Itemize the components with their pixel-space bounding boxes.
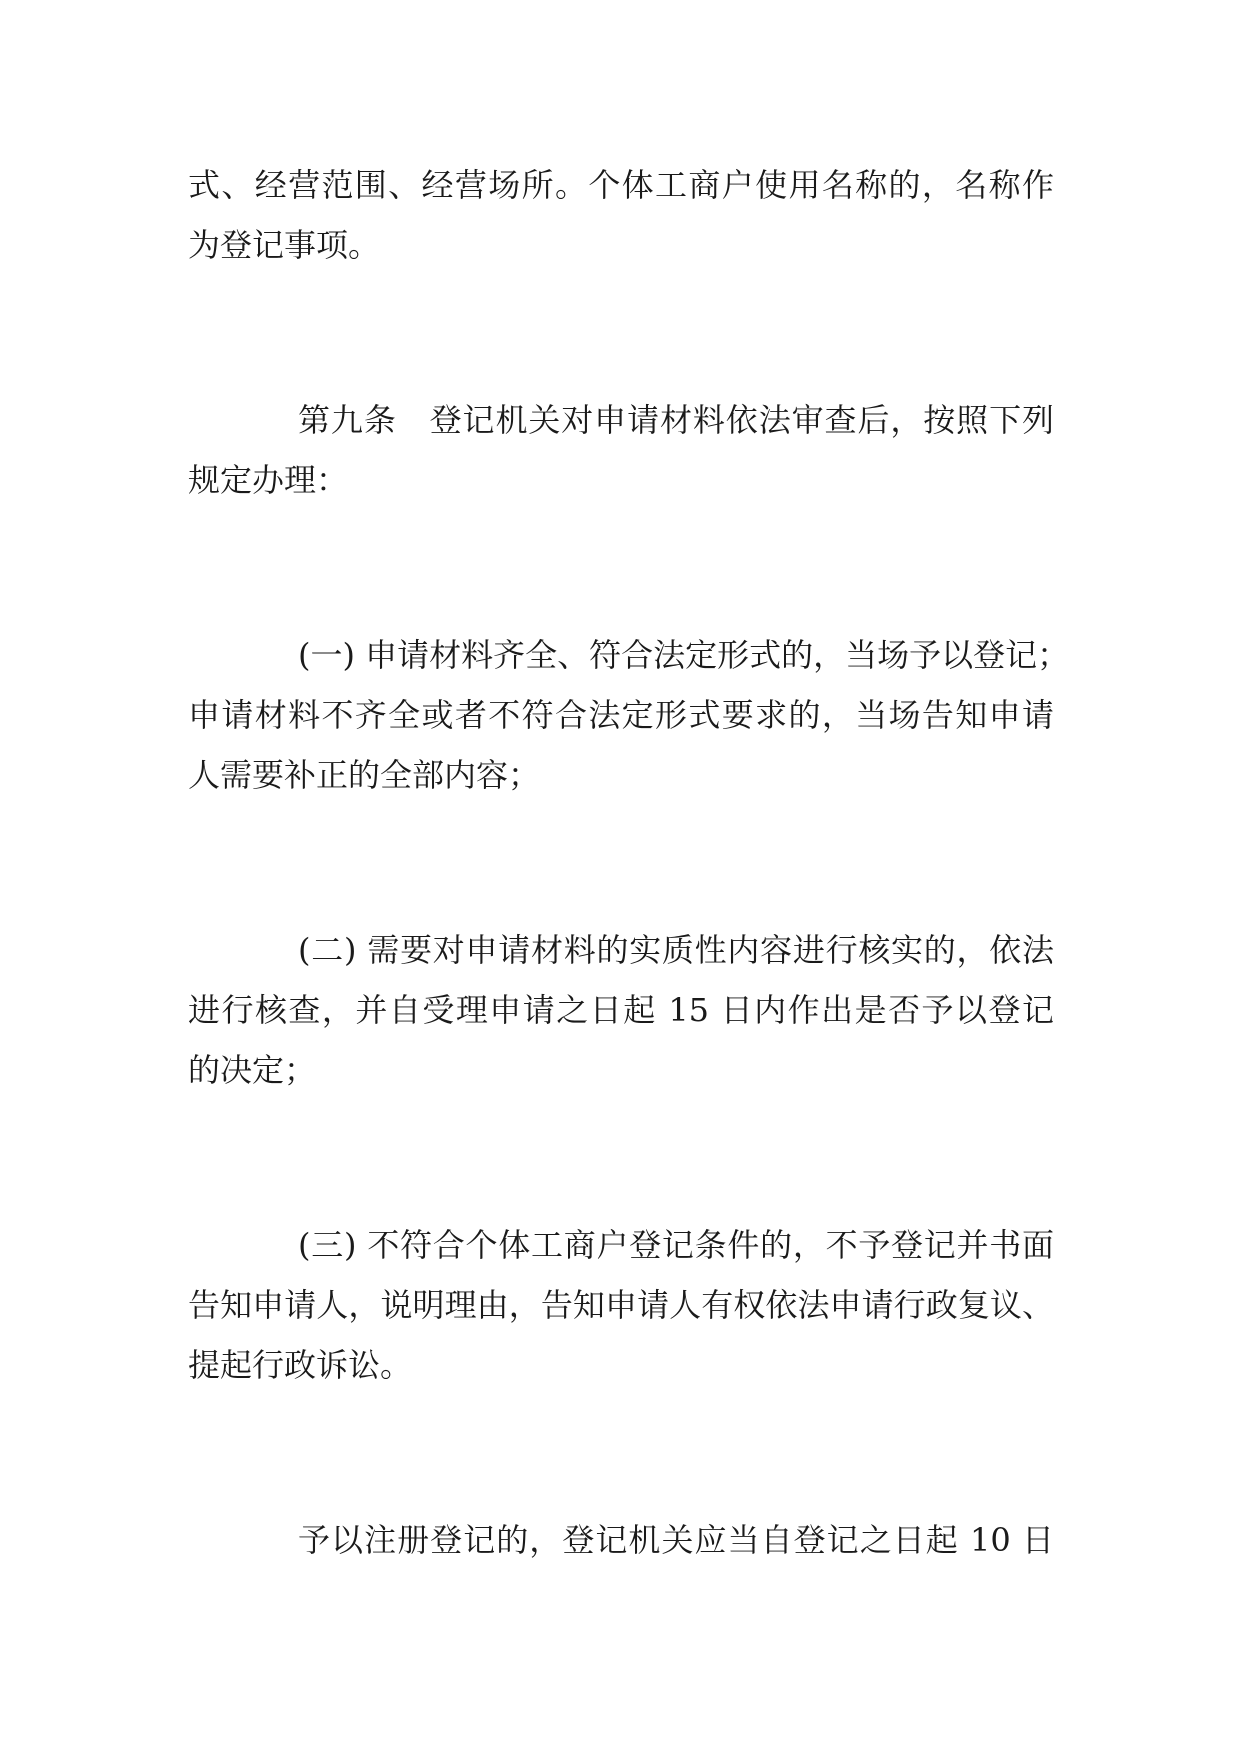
paragraph-line: 为登记事项。 <box>188 226 381 264</box>
list-item-line: 提起行政诉讼。 <box>188 1346 413 1384</box>
list-item-line: 的决定； <box>188 1051 317 1089</box>
list-item-line: (一) 申请材料齐全、符合法定形式的，当场予以登记； <box>298 636 1070 674</box>
list-item-line: 告知申请人，说明理由，告知申请人有权依法申请行政复议、 <box>188 1286 1054 1324</box>
paragraph-line: 规定办理： <box>188 461 349 499</box>
list-item-line: (三) 不符合个体工商户登记条件的，不予登记并书面 <box>298 1226 1054 1264</box>
article-heading-line: 第九条 登记机关对申请材料依法审查后，按照下列 <box>298 401 1054 439</box>
list-item-line: 进行核查，并自受理申请之日起 15 日内作出是否予以登记 <box>188 991 1054 1029</box>
list-item-line: (二) 需要对申请材料的实质性内容进行核实的，依法 <box>298 931 1054 969</box>
list-item-line: 人需要补正的全部内容； <box>188 756 541 794</box>
list-item-line: 申请材料不齐全或者不符合法定形式要求的，当场告知申请 <box>188 696 1054 734</box>
paragraph-line: 予以注册登记的，登记机关应当自登记之日起 10 日 <box>298 1521 1054 1559</box>
paragraph-line: 式、经营范围、经营场所。个体工商户使用名称的，名称作 <box>188 166 1054 204</box>
